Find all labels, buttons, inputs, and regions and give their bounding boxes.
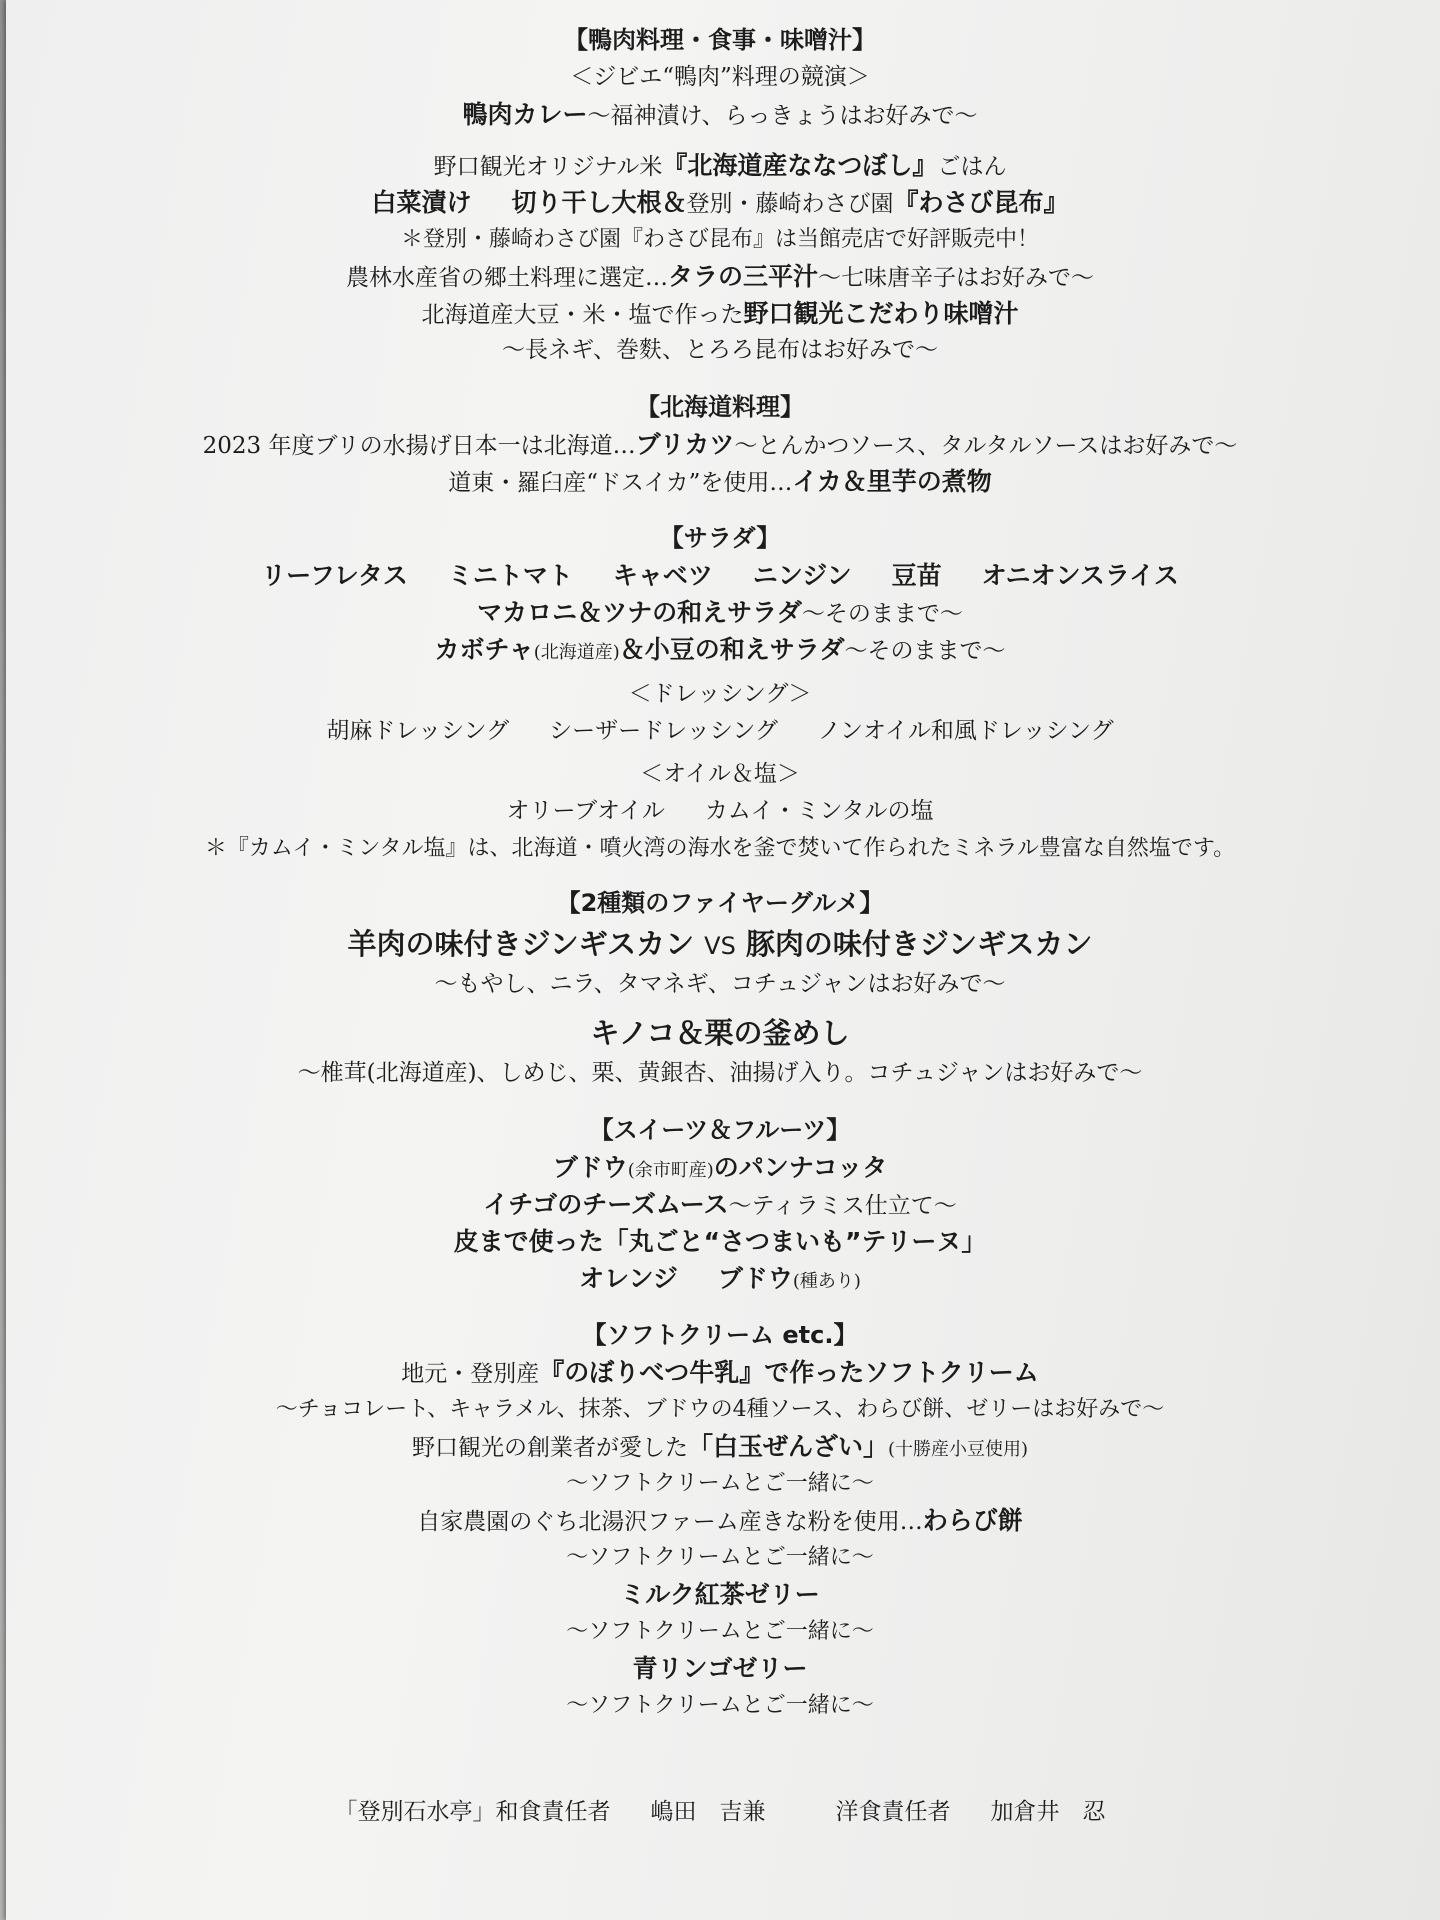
salad-items-line <box>0 557 1440 594</box>
section-heading-sweets: 【スイーツ＆フルーツ】 <box>589 1116 851 1144</box>
apple-jelly: 青リンゴゼリー <box>632 1654 808 1683</box>
cream-note: ～チョコレート、キャラメル、抹茶、ブドウの4種ソース、わらび餅、ゼリーはお好みで～ <box>275 1397 1165 1422</box>
genghis-line <box>0 922 1440 966</box>
cream-prefix: 地元・登別産 <box>401 1361 540 1387</box>
section-heading-salad: 【サラダ】 <box>659 524 781 552</box>
restaurant-title: 「登別石水亭」和食責任者 <box>334 1799 611 1825</box>
macaroni-note: ～そのままで～ <box>801 601 963 627</box>
sanpei-prefix: 農林水産省の郷土料理に選定… <box>345 265 668 291</box>
with-cream-note: ～ソフトクリームとご一緒に～ <box>566 1545 874 1570</box>
ika-name: イカ＆里芋の煮物 <box>792 467 992 496</box>
kabocha-name: カボチャ <box>434 635 534 664</box>
zenzai-origin: (十勝産小豆使用) <box>887 1439 1029 1460</box>
section-heading-hokkaido: 【北海道料理】 <box>636 393 804 421</box>
with-cream-note: ～ソフトクリームとご一緒に～ <box>566 1619 874 1644</box>
zenzai-name: 「白玉ぜんざい」 <box>687 1432 888 1461</box>
mousse-name: イチゴのチーズムース <box>483 1190 729 1219</box>
warabi-name: わらび餅 <box>922 1506 1023 1535</box>
curry-line <box>0 96 1440 133</box>
macaroni-name: マカロニ＆ツナの和えサラダ <box>477 598 802 627</box>
dressing-item: シーザードレッシング <box>549 718 778 744</box>
sanpei-name: タラの三平汁 <box>667 262 818 291</box>
versus-label: VS <box>704 932 736 960</box>
pork-genghis: 豚肉の味付きジンギスカン <box>745 927 1093 961</box>
section-heading-softcream: 【ソフトクリーム etc.】 <box>582 1321 858 1349</box>
salad-item: オニオンスライス <box>981 561 1179 590</box>
kamameshi-name: キノコ＆栗の釜めし <box>590 1016 850 1050</box>
panna-name-1: ブドウ <box>552 1153 628 1182</box>
duck-subheading: ＜ジビエ“鴨肉”料理の競演＞ <box>570 64 870 90</box>
miso-name: 野口観光こだわり味噌汁 <box>743 299 1019 328</box>
kabocha-note: ～そのままで～ <box>844 638 1006 664</box>
pickle-1: 白菜漬け <box>371 188 472 217</box>
dressing-item: ノンオイル和風ドレッシング <box>817 718 1114 744</box>
zenzai-prefix: 野口観光の創業者が愛した <box>411 1435 688 1461</box>
fruit-grape: ブドウ <box>717 1264 793 1293</box>
western-chef-title: 洋食責任者 <box>835 1799 951 1825</box>
cream-line <box>0 1354 1440 1391</box>
pickle-maker: 登別・藤崎わさび園 <box>686 191 894 217</box>
rice-name: 『北海道産ななつぼし』 <box>662 151 938 180</box>
warabi-line <box>0 1502 1440 1539</box>
zenzai-line <box>0 1428 1440 1465</box>
dressing-line <box>0 713 1440 750</box>
mousse-note: ～ティラミス仕立て～ <box>728 1193 957 1219</box>
with-cream-note: ～ソフトクリームとご一緒に～ <box>566 1471 874 1496</box>
western-chef-name: 加倉井 忍 <box>990 1799 1106 1825</box>
salt-note: ＊『カムイ・ミンタル塩』は、北海道・噴火湾の海水を釜で焚いて作られたミネラル豊富な自然塩です。 <box>204 836 1236 861</box>
buri-note: ～とんかつソース、タルタルソースはお好みで～ <box>734 433 1238 459</box>
kabocha-line <box>0 631 1440 668</box>
miso-prefix: 北海道産大豆・米・塩で作った <box>421 302 744 328</box>
ika-prefix: 道東・羅臼産“ドスイカ”を使用… <box>448 470 793 496</box>
cream-name: 『のぼりべつ牛乳』で作ったソフトクリーム <box>539 1358 1039 1387</box>
pickle-3: 『わさび昆布』 <box>893 188 1069 217</box>
kabocha-name-2: ＆小豆の和えサラダ <box>619 635 845 664</box>
oil-item: カムイ・ミンタルの塩 <box>704 798 934 824</box>
pickle-line <box>0 184 1440 221</box>
salad-item: 豆苗 <box>891 561 942 590</box>
oil-item: オリーブオイル <box>506 798 665 824</box>
chef-credits <box>0 1794 1440 1831</box>
lamb-genghis: 羊肉の味付きジンギスカン <box>347 927 695 961</box>
buri-prefix: 2023 年度ブリの水揚げ日本一は北海道… <box>202 433 636 459</box>
fruit-orange: オレンジ <box>579 1264 678 1293</box>
miso-note: ～長ネギ、巻麩、とろろ昆布はお好みで～ <box>501 337 939 363</box>
kabocha-origin: (北海道産) <box>533 642 620 663</box>
fruit-line <box>0 1260 1440 1297</box>
buri-line <box>0 426 1440 463</box>
kamameshi-note: ～椎茸(北海道産)、しめじ、栗、黄銀杏、油揚げ入り。コチュジャンはお好みで～ <box>297 1060 1143 1086</box>
shop-note: ＊登別・藤崎わさび園『わさび昆布』は当館売店で好評販売中！ <box>400 227 1039 252</box>
rice-prefix: 野口観光オリジナル米 <box>433 154 663 180</box>
curry-note: ～福神漬け、らっきょうはお好みで～ <box>587 103 978 129</box>
salad-item: ミニトマト <box>447 561 573 590</box>
salad-item: リーフレタス <box>261 561 408 590</box>
terrine-name: 皮まで使った「丸ごと“さつまいも”テリーヌ」 <box>453 1227 987 1256</box>
curry-name: 鴨肉カレー <box>462 100 588 129</box>
milktea-jelly: ミルク紅茶ゼリー <box>620 1580 820 1609</box>
ika-line <box>0 463 1440 500</box>
rice-suffix: ごはん <box>937 154 1007 180</box>
japanese-chef-name: 嶋田 吉兼 <box>650 1799 766 1825</box>
salad-item: ニンジン <box>752 561 852 590</box>
menu-content <box>0 22 1440 1831</box>
pickle-2: 切り干し大根＆ <box>511 188 687 217</box>
panna-line <box>0 1149 1440 1186</box>
genghis-note: ～もやし、ニラ、タマネギ、コチュジャンはお好みで～ <box>434 971 1006 997</box>
macaroni-line <box>0 594 1440 631</box>
sanpei-line <box>0 258 1440 295</box>
dressing-heading: ＜ドレッシング＞ <box>628 681 812 707</box>
oil-line <box>0 793 1440 830</box>
miso-line <box>0 295 1440 332</box>
fruit-note: (種あり) <box>792 1271 861 1292</box>
buri-name: ブリカツ <box>635 430 735 459</box>
dressing-item: 胡麻ドレッシング <box>326 718 510 744</box>
panna-origin: (余市町産) <box>627 1160 714 1181</box>
warabi-prefix: 自家農園のぐち北湯沢ファーム産きな粉を使用… <box>417 1509 923 1535</box>
mousse-line <box>0 1186 1440 1223</box>
sanpei-note: ～七味唐辛子はお好みで～ <box>818 265 1094 291</box>
section-heading-fire: 【2種類のファイヤーグルメ】 <box>556 889 884 917</box>
with-cream-note: ～ソフトクリームとご一緒に～ <box>566 1693 874 1718</box>
oil-heading: ＜オイル＆塩＞ <box>640 761 800 787</box>
section-heading-duck: 【鴨肉料理・食事・味噌汁】 <box>564 26 876 54</box>
salad-item: キャベツ <box>612 561 713 590</box>
panna-name-2: のパンナコッタ <box>713 1153 888 1182</box>
rice-line <box>0 147 1440 184</box>
